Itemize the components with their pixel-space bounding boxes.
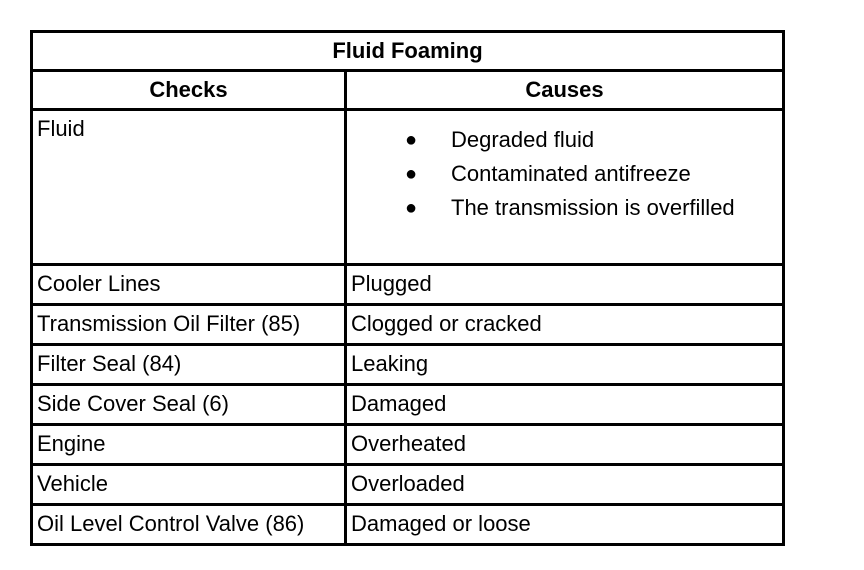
list-item (351, 157, 778, 191)
table-row (32, 345, 784, 385)
check-cell: Engine (32, 425, 346, 465)
cause-text: Contaminated antifreeze (451, 161, 691, 186)
table-header-row (32, 71, 784, 110)
table-row (32, 265, 784, 305)
bullet-icon: ● (404, 197, 418, 219)
table-row (32, 465, 784, 505)
cause-cell: Damaged or loose (346, 505, 784, 545)
cause-cell: Leaking (346, 345, 784, 385)
table-title: Fluid Foaming (32, 32, 784, 71)
check-cell: Fluid (32, 110, 346, 265)
check-cell: Oil Level Control Valve (86) (32, 505, 346, 545)
causes-list (351, 123, 778, 225)
cause-text: Degraded fluid (451, 127, 595, 152)
bullet-icon: ● (404, 163, 418, 185)
cause-cell: Clogged or cracked (346, 305, 784, 345)
cause-text: The transmission is overfilled (451, 195, 735, 220)
list-item (351, 191, 778, 225)
fluid-foaming-table (30, 30, 785, 546)
table-row (32, 305, 784, 345)
table-title-row (32, 32, 784, 71)
check-cell: Cooler Lines (32, 265, 346, 305)
table-row (32, 505, 784, 545)
column-header-checks: Checks (32, 71, 346, 110)
cause-cell: Overheated (346, 425, 784, 465)
table-row (32, 110, 784, 265)
table-row (32, 385, 784, 425)
cause-cell: Damaged (346, 385, 784, 425)
cause-cell: Plugged (346, 265, 784, 305)
check-cell: Filter Seal (84) (32, 345, 346, 385)
column-header-causes: Causes (346, 71, 784, 110)
check-cell: Side Cover Seal (6) (32, 385, 346, 425)
table-row (32, 425, 784, 465)
check-cell: Transmission Oil Filter (85) (32, 305, 346, 345)
causes-cell (346, 110, 784, 265)
list-item (351, 123, 778, 157)
check-cell: Vehicle (32, 465, 346, 505)
cause-cell: Overloaded (346, 465, 784, 505)
bullet-icon: ● (404, 129, 418, 151)
